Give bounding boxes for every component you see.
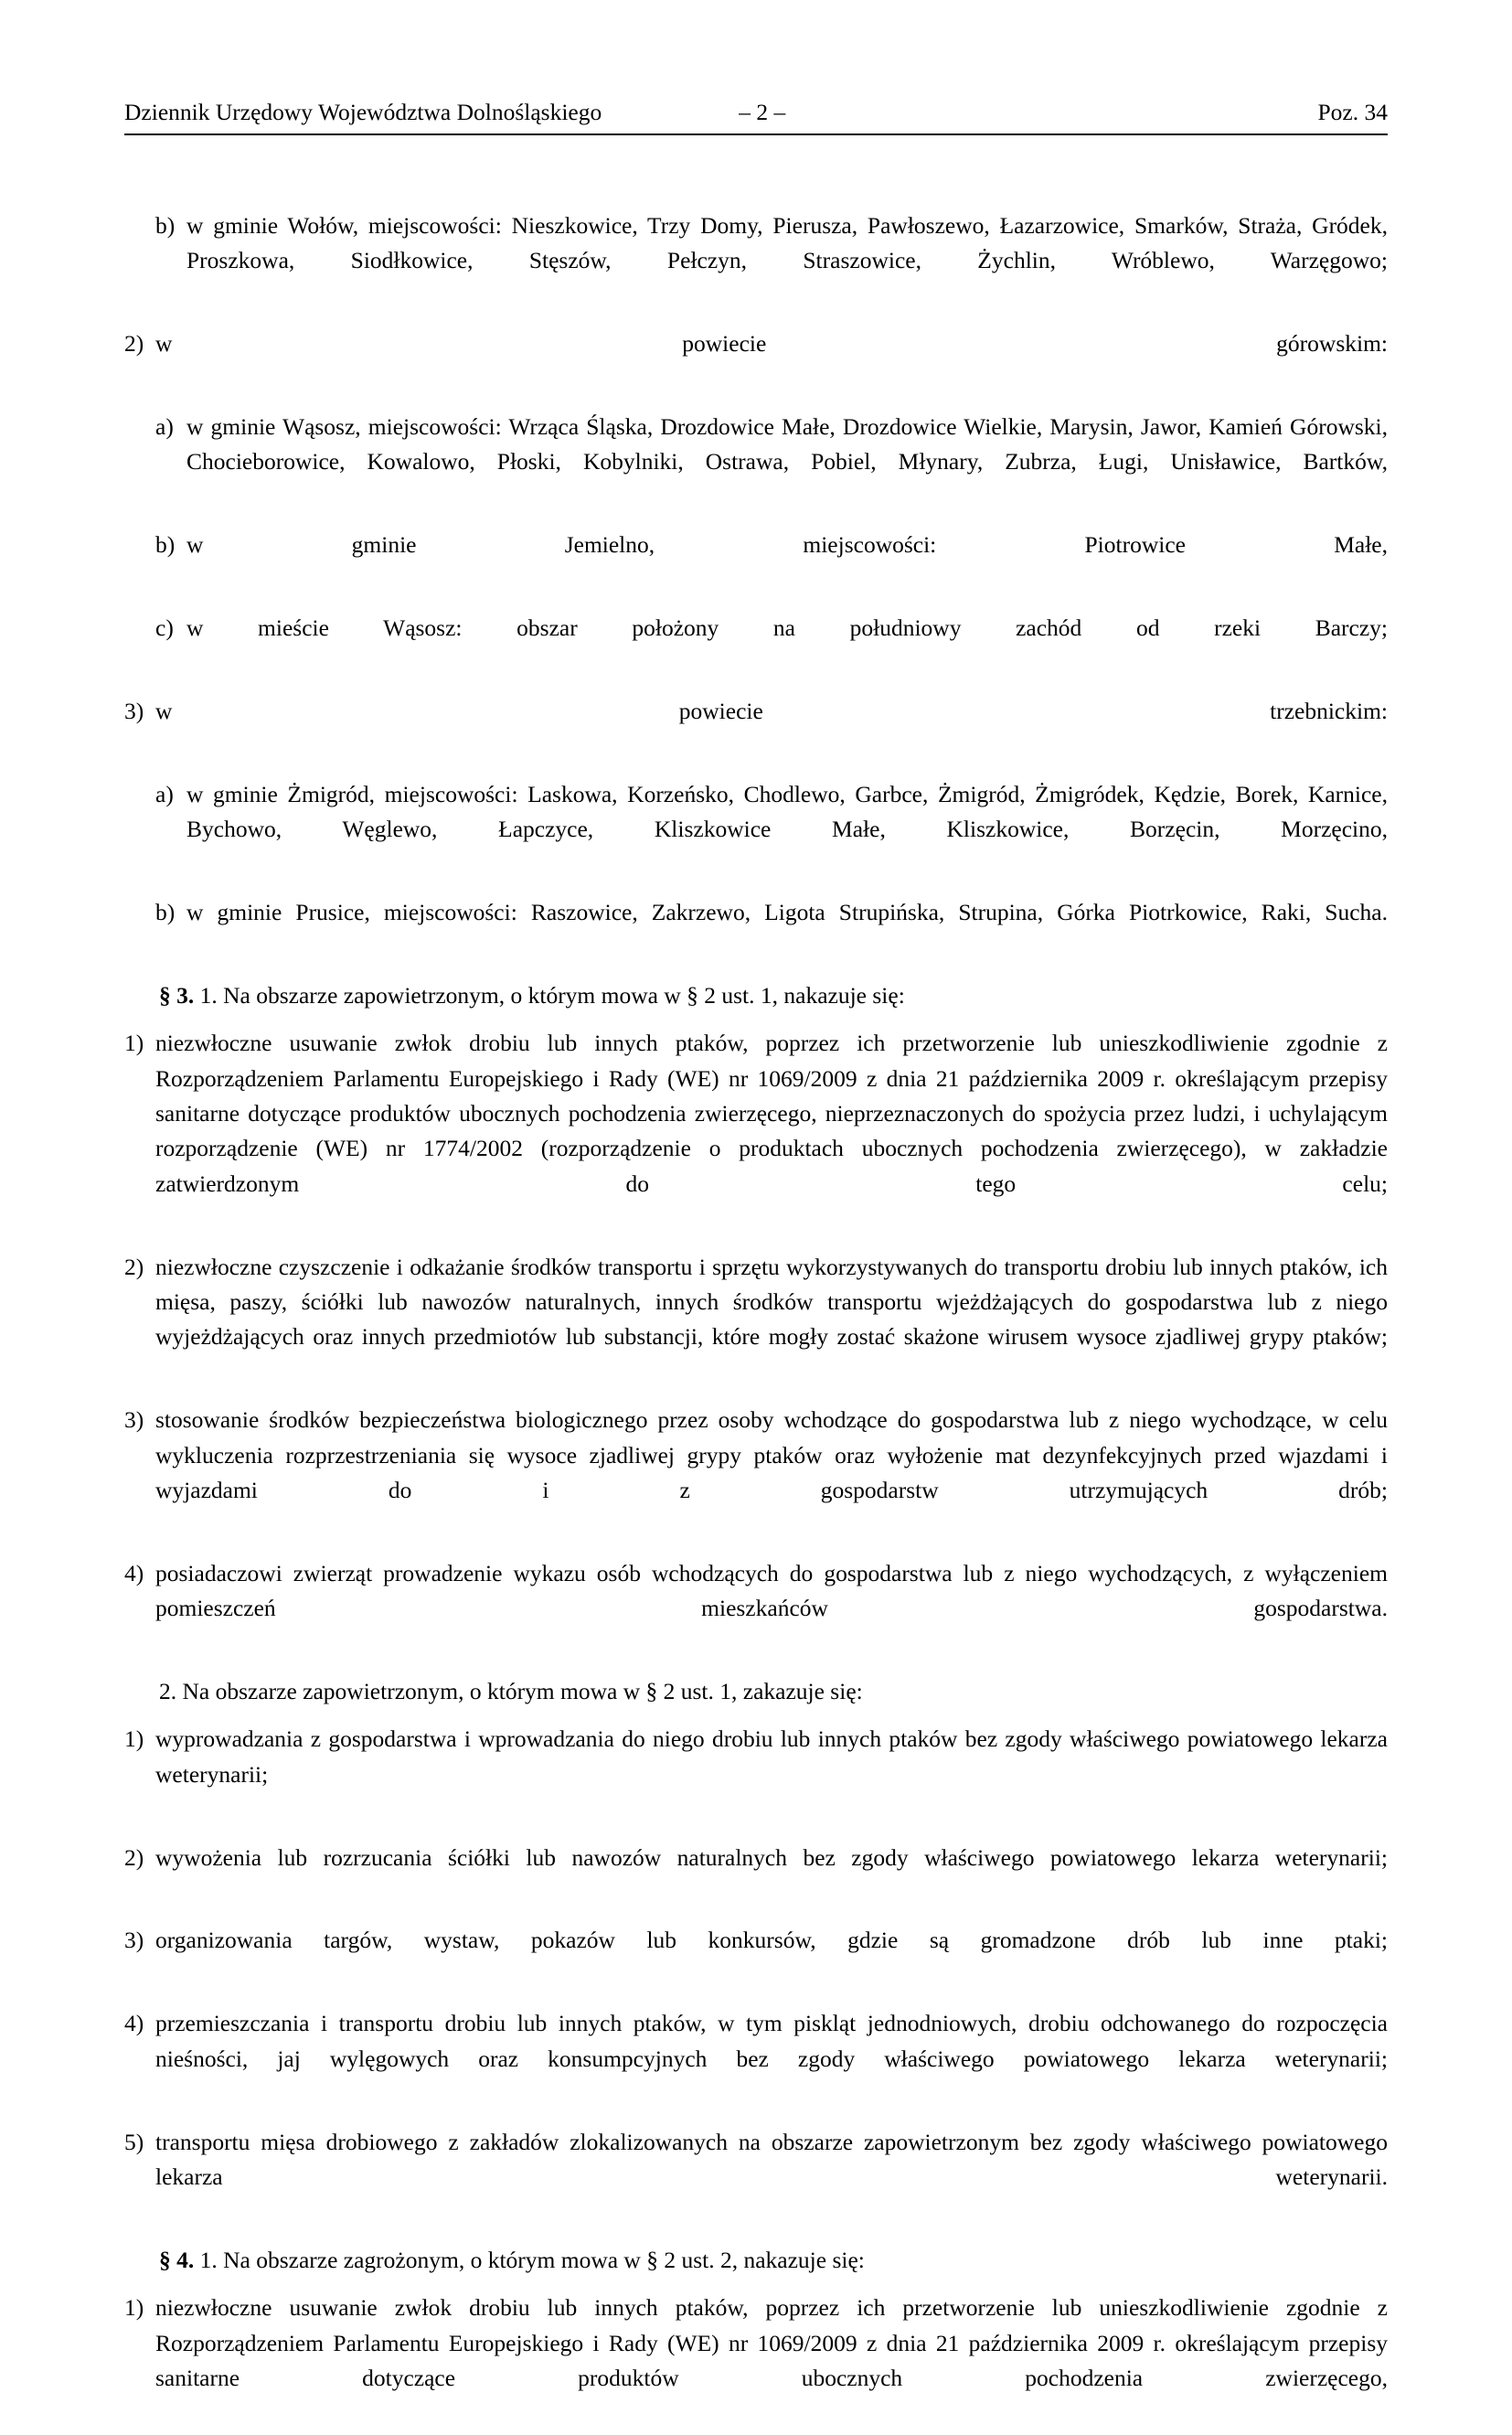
section-3-ust-2-heading: 2. Na obszarze zapowietrzonym, o którym mowa w § 2 ust. 1, zakazuje się: — [159, 1678, 863, 1705]
list-item — [124, 611, 1388, 681]
section-4-heading — [124, 2243, 1388, 2278]
list-item — [124, 326, 1388, 397]
list-item — [124, 528, 1388, 598]
list-item — [124, 1250, 1388, 1391]
list-text: posiadaczowi zwierząt prowadzenie wykazu osób wchodzących do gospodarstwa lub z niego wychodzących, z wyłączeniem pomieszczeń mieszkańców gospodarstwa. — [155, 1559, 1388, 1622]
running-header — [124, 99, 1388, 127]
list-marker: b) — [155, 898, 176, 925]
section-4-lead: 1. Na obszarze zagrożonym, o którym mowa w § 2 ust. 2, nakazuje się: — [194, 2246, 865, 2273]
list-text: w gminie Wąsosz, miejscowości: Wrząca Śląska, Drozdowice Małe, Drozdowice Wielkie, Marysin, Jawor, Kamień Górowski, Chocieborowice, Kowalowo, Płoski, Kobylniki, Ostrawa, Pobiel, Młynary, Zubrza, Ługi, Unisławice, Bartków, — [186, 413, 1388, 475]
list-item — [124, 1841, 1388, 1911]
list-text: przemieszczania i transportu drobiu lub innych ptaków, w tym piskląt jednodniowych, drobiu odchowanego do rozpoczęcia nieśności, jaj wylęgowych oraz konsumpcyjnych bez zgody właściwego powiatowego lekarza weterynarii; — [155, 2010, 1388, 2072]
list-marker: b) — [155, 212, 176, 239]
list-marker: 2) — [124, 1843, 144, 1871]
list-text: w powiecie górowskim: — [155, 330, 1388, 358]
list-item — [124, 1722, 1388, 1827]
list-item — [124, 895, 1388, 966]
list-marker: a) — [155, 780, 174, 807]
document-body — [124, 208, 1388, 2435]
list-marker: 1) — [124, 1725, 144, 1753]
list-item — [124, 1923, 1388, 1993]
list-marker: 5) — [124, 2128, 144, 2155]
list-text: stosowanie środków bezpieczeństwa biologicznego przez osoby wchodzące do gospodarstwa lub z niego wychodzące, w celu wykluczenia rozprzestrzeniania się wysoce zjadliwej grypy ptaków oraz wyłożenie mat dezynfekcyjnych przed wjazdami i wyjazdami do i z gospodarstw utrzymujących drób; — [155, 1406, 1388, 1503]
list-marker: 3) — [124, 1927, 144, 1954]
list-marker: 3) — [124, 697, 144, 724]
list-text: wywożenia lub rozrzucania ściółki lub nawozów naturalnych bez zgody właściwego powiatowego lekarza weterynarii; — [155, 1843, 1388, 1871]
section-symbol: § 4. — [159, 2246, 195, 2273]
list-text: organizowania targów, wystaw, pokazów lub konkursów, gdzie są gromadzone drób lub inne ptaki; — [155, 1927, 1388, 1954]
list-item — [124, 1026, 1388, 1236]
section-symbol: § 3. — [159, 981, 195, 1009]
list-item — [124, 694, 1388, 764]
list-text: niezwłoczne czyszczenie i odkażanie środków transportu i sprzętu wykorzystywanych do transportu drobiu lub innych ptaków, ich mięsa, paszy, ściółki lub nawozów naturalnych, innych środków transportu wjeżdżających do gospodarstwa lub z niego wyjeżdżających oraz innych przedmiotów lub substancji, które mogły zostać skażone wirusem wysoce zjadliwej grypy ptaków; — [155, 1253, 1388, 1351]
list-item — [124, 410, 1388, 515]
list-item — [124, 2006, 1388, 2111]
list-marker: a) — [155, 413, 174, 441]
list-item — [124, 208, 1388, 314]
list-marker: 1) — [124, 1030, 144, 1057]
list-marker: 4) — [124, 1559, 144, 1586]
list-item — [124, 2125, 1388, 2230]
list-text: w mieście Wąsosz: obszar położony na południowy zachód od rzeki Barczy; — [186, 614, 1388, 642]
list-text: niezwłoczne usuwanie zwłok drobiu lub innych ptaków, poprzez ich przetworzenie lub unieszkodliwienie zgodnie z Rozporządzeniem Parlamentu Europejskiego i Rady (WE) nr 1069/2009 z dnia 21 października 2009 r. określającym przepisy sanitarne dotyczące produktów ubocznych pochodzenia zwierzęcego, — [155, 2294, 1388, 2391]
list-marker: b) — [155, 531, 176, 559]
list-text: niezwłoczne usuwanie zwłok drobiu lub innych ptaków, poprzez ich przetworzenie lub unieszkodliwienie zgodnie z Rozporządzeniem Parlamentu Europejskiego i Rady (WE) nr 1069/2009 z dnia 21 października 2009 r. określającym przepisy sanitarne dotyczące produktów ubocznych pochodzenia zwierzęcego, nieprzeznaczonych do spożycia przez ludzi, i uchylającym rozporządzenie (WE) nr 1774/2002 (rozporządzenie o produktach ubocznych pochodzenia zwierzęcego), w zakładzie zatwierdzonym do tego celu; — [155, 1030, 1388, 1197]
list-text: w gminie Żmigród, miejscowości: Laskowa, Korzeńsko, Chodlewo, Garbce, Żmigród, Żmigródek, Kędzie, Borek, Karnice, Bychowo, Węglewo, Łapczyce, Kliszkowice Małe, Kliszkowice, Borzęcin, Morzęcino, — [186, 780, 1388, 843]
list-marker: 1) — [124, 2294, 144, 2322]
list-marker: 4) — [124, 2010, 144, 2037]
list-marker: 2) — [124, 1253, 144, 1280]
list-marker: 2) — [124, 330, 144, 358]
list-text: w powiecie trzebnickim: — [155, 697, 1388, 724]
journal-title: Dziennik Urzędowy Województwa Dolnośląskiego — [124, 99, 602, 125]
list-text: w gminie Prusice, miejscowości: Raszowice, Zakrzewo, Ligota Strupińska, Strupina, Górka Piotrkowice, Raki, Sucha. — [186, 898, 1388, 925]
section-3-heading — [124, 978, 1388, 1013]
section-3-lead: 1. Na obszarze zapowietrzonym, o którym mowa w § 2 ust. 1, nakazuje się: — [194, 981, 905, 1009]
list-marker: c) — [155, 614, 174, 642]
list-item — [124, 777, 1388, 882]
list-marker: 3) — [124, 1406, 144, 1434]
position-number: Poz. 34 — [1317, 99, 1388, 125]
list-text: wyprowadzania z gospodarstwa i wprowadzania do niego drobiu lub innych ptaków bez zgody właściwego powiatowego lekarza weterynarii; — [155, 1725, 1388, 1788]
list-item — [124, 1556, 1388, 1661]
list-item — [124, 2291, 1388, 2431]
header-divider — [124, 133, 1388, 135]
page-number: – 2 – — [739, 99, 786, 125]
list-text: w gminie Jemielno, miejscowości: Piotrowice Małe, — [186, 531, 1388, 559]
list-text: w gminie Wołów, miejscowości: Nieszkowice, Trzy Domy, Pierusza, Pawłoszewo, Łazarzowice, Smarków, Straża, Gródek, Proszkowa, Siodłkowice, Stęszów, Pełczyn, Straszowice, Żychlin, Wróblewo, Warzęgowo; — [186, 212, 1388, 274]
list-item — [124, 1403, 1388, 1543]
list-text: transportu mięsa drobiowego z zakładów zlokalizowanych na obszarze zapowietrzonym bez zgody właściwego powiatowego lekarza weterynarii. — [155, 2128, 1388, 2190]
